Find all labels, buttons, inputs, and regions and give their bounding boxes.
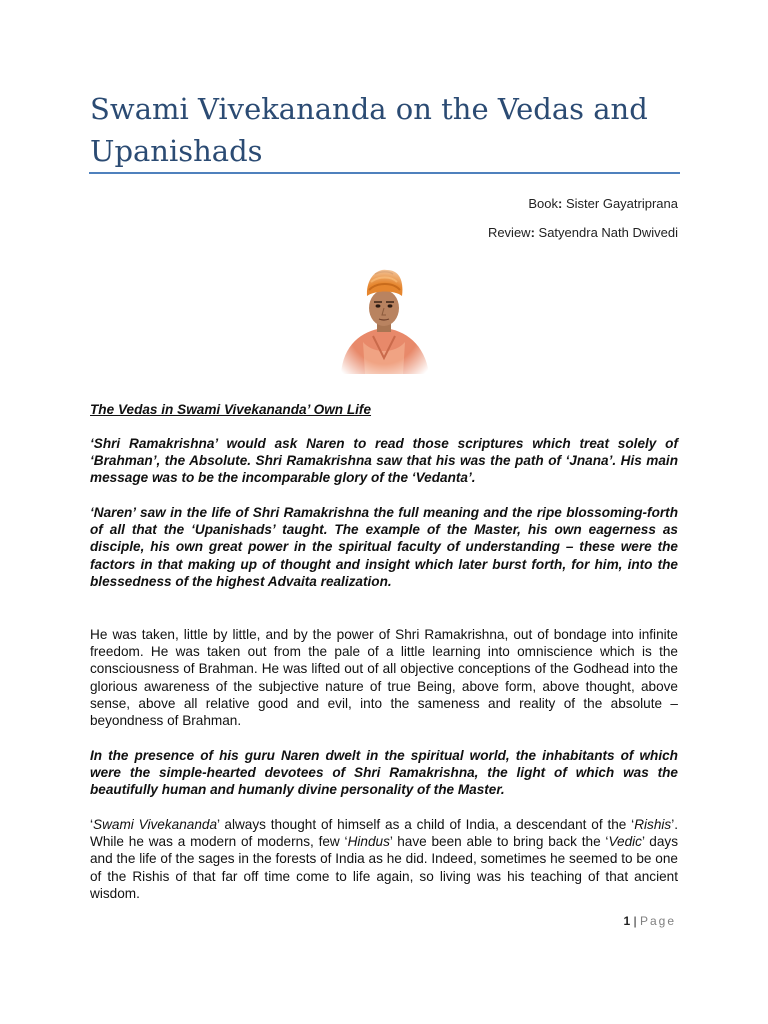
page-label: Page [639, 914, 676, 928]
page-separator: | [630, 914, 640, 928]
page-footer [623, 914, 676, 928]
paragraph-2: ‘Naren’ saw in the life of Shri Ramakrishna the full meaning and the ripe blossoming-forth of all that the ‘Upanishads’ taught. The example of the Master, his own eagerness as disciple, his own great power in the spiritual faculty of understanding – these were the factors in that making up of thought and insight which later burst forth, for him, into the blessedness of the highest Advaita realization. [90, 505, 678, 589]
title-underline [89, 172, 680, 174]
review-credit [488, 225, 678, 240]
paragraph-5-text-2: ’ always thought of himself as a child of India, a descendant of the ‘ [217, 817, 635, 832]
paragraph-1: ‘Shri Ramakrishna’ would ask Naren to read those scriptures which treat solely of ‘Brahman’, the Absolute. Shri Ramakrishna saw that his was the path of ‘Jnana’. His main message was to be the incomparable glory of the ‘Vedanta’. [90, 436, 678, 486]
paragraph-5-italic-4: Vedic [608, 834, 642, 850]
paragraph-5-italic-2: Rishis [634, 817, 672, 832]
book-author: Sister Gayatriprana [566, 196, 678, 211]
section-heading: The Vedas in Swami Vivekananda’ Own Life [90, 402, 372, 417]
paragraph-5-text-1: ‘ [90, 817, 94, 832]
paragraph-5-italic-1: Swami Vivekananda [93, 817, 218, 832]
paragraph-5-text-5: ’ days and the life of the sages in the forests of India as he did. Indeed, sometimes he seemed to be one of the Rishis of that far off time come to life again, so living was his teaching of that ancient wisdom. [90, 834, 679, 901]
paragraph-5-text-4: ’ have been able to bring back the ‘ [389, 834, 609, 850]
book-credit [528, 196, 678, 211]
review-label: Review [487, 225, 531, 240]
book-label: Book [528, 196, 559, 211]
page-number: 1 [623, 914, 631, 928]
paragraph-4: In the presence of his guru Naren dwelt in the spiritual world, the inhabitants of which were the simple-hearted devotees of Shri Ramakrishna, the light of which was the beautifully human and humanly divine personality of the Master. [90, 748, 678, 798]
reviewer-name: Satyendra Nath Dwivedi [538, 225, 678, 240]
review-colon: : [530, 225, 535, 240]
book-colon: : [558, 196, 563, 211]
document-title: Swami Vivekananda on the Vedas and Upanishads [90, 92, 648, 168]
paragraph-5 [90, 816, 678, 902]
paragraph-5-text-3: ’. While he was a modern of moderns, few ‘ [90, 817, 679, 850]
paragraph-5-italic-3: Hindus [347, 834, 390, 850]
paragraph-3: He was taken, little by little, and by the power of Shri Ramakrishna, out of bondage into infinite freedom. He was taken out from the pale of a little learning into omniscience which is the consciousness of Brahman. He was lifted out of all objective conceptions of the Godhead into the glorious awareness of the subjective nature of true Being, above form, above thought, above sense, above all relative good and evil, into the sameness and reality of the absolute – beyondness of Brahman. [90, 627, 678, 729]
portrait-image [333, 262, 435, 374]
